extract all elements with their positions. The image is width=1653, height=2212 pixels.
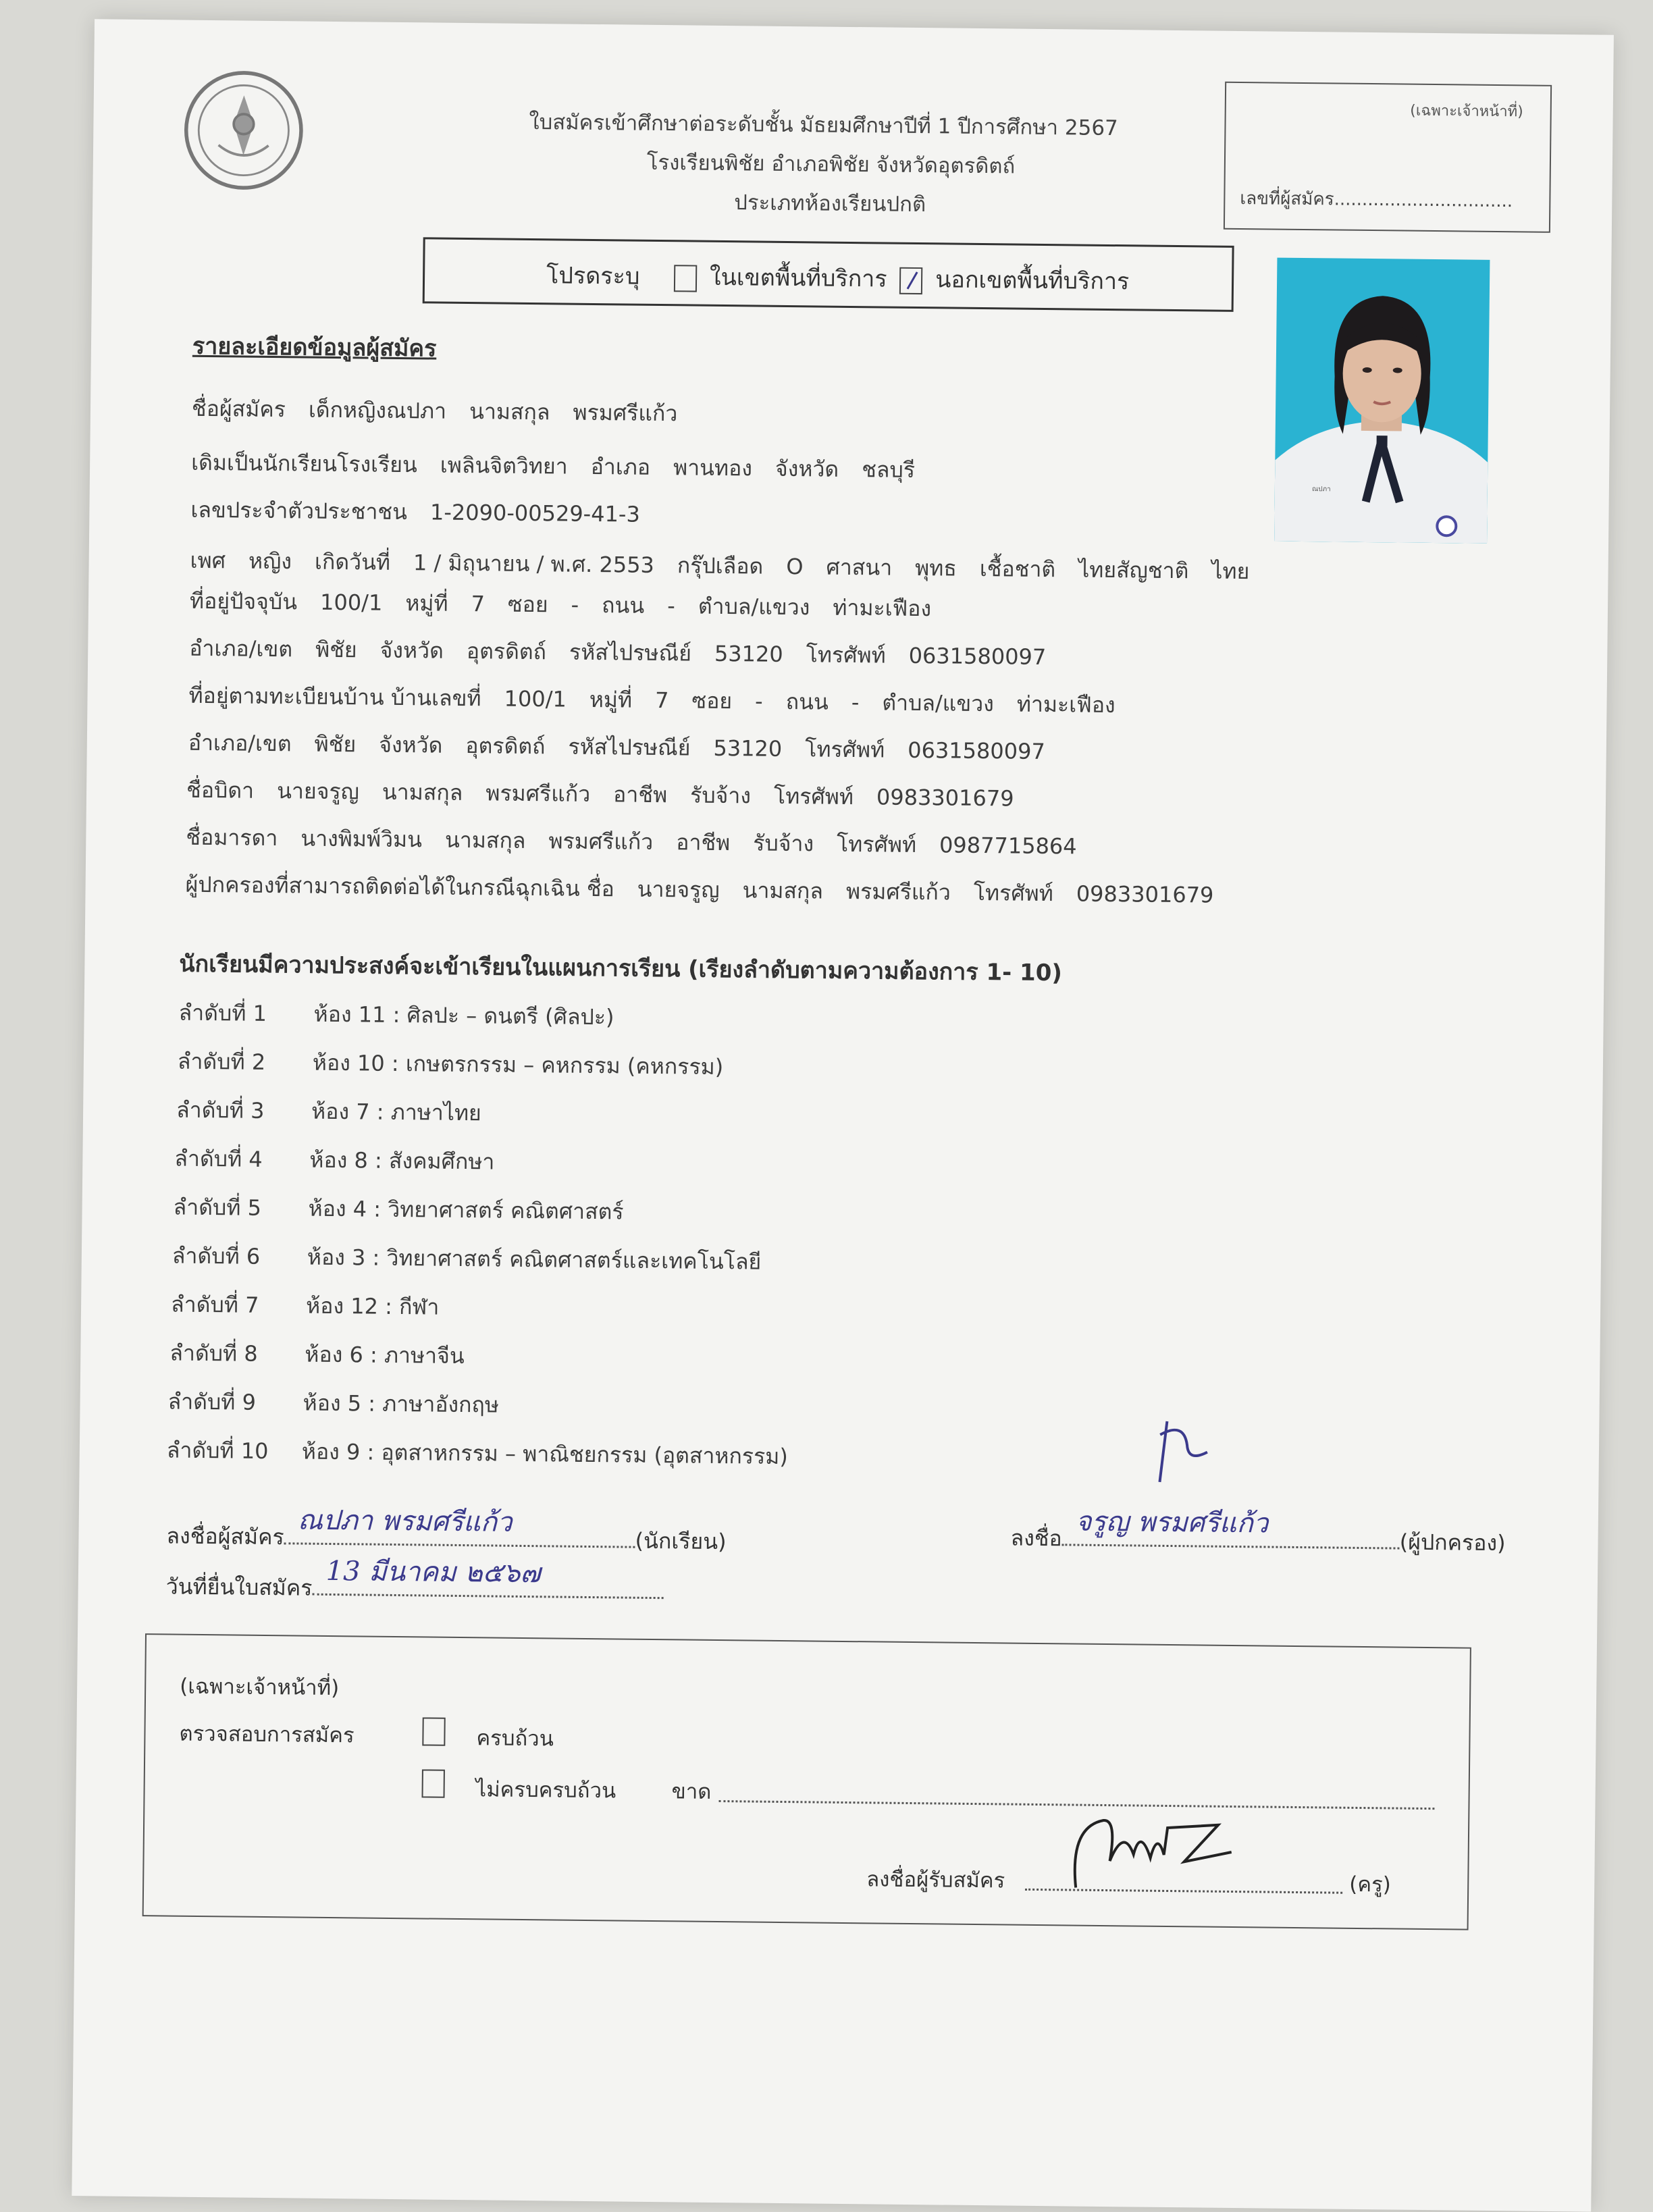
- plan-rank: ลำดับที่ 10: [166, 1437, 269, 1465]
- detail-label: โทรศัพท์: [973, 879, 1054, 907]
- detail-row: [186, 773, 1037, 816]
- applicant-number-field[interactable]: เลขที่ผู้สมัคร................................: [1240, 188, 1513, 212]
- plan-rank: ลำดับที่ 3: [176, 1097, 265, 1124]
- study-plan-item: [178, 1045, 724, 1084]
- detail-value: 100/1: [319, 589, 383, 616]
- student-portrait-icon: [1274, 258, 1490, 544]
- detail-label: โทรศัพท์: [805, 736, 885, 763]
- detail-value: 0631580097: [908, 642, 1047, 670]
- detail-value: 0987715864: [939, 832, 1077, 860]
- detail-label: กรุ๊ปเลือด: [677, 552, 764, 579]
- detail-row: [185, 868, 1236, 913]
- study-plan-item: [173, 1190, 623, 1230]
- plan-rank: ลำดับที่ 6: [172, 1242, 261, 1269]
- detail-value: 53120: [714, 640, 783, 667]
- detail-label: เกิดวันที่: [314, 548, 391, 575]
- guardian-signature-field[interactable]: [1062, 1506, 1400, 1549]
- detail-value: 53120: [713, 735, 783, 762]
- detail-label: นามสกุล: [742, 877, 824, 904]
- applicant-photo: [1274, 258, 1490, 544]
- check-mark-icon: [902, 269, 920, 291]
- detail-value: ไทยสัญชาติ: [1078, 556, 1189, 584]
- detail-label: เลขประจำตัวประชาชน: [190, 496, 408, 525]
- plan-rank: ลำดับที่ 4: [174, 1145, 263, 1172]
- plan-room: ห้อง 10 : เกษตรกรรม – คหกรรม (คหกรรม): [312, 1049, 724, 1080]
- plan-rank: ลำดับที่ 8: [169, 1340, 258, 1367]
- detail-label: ที่อยู่ปัจจุบัน: [189, 587, 298, 615]
- detail-row: [186, 820, 1100, 864]
- guardian-signature-row: [1010, 1506, 1506, 1561]
- complete-label: ครบถ้วน: [476, 1726, 554, 1752]
- details-title: รายละเอียดข้อมูลผู้สมัคร: [192, 332, 437, 363]
- plan-rank: ลำดับที่ 5: [173, 1194, 262, 1221]
- study-plan-item: [178, 996, 614, 1035]
- detail-label: นามสกุล: [444, 826, 526, 853]
- detail-value: ท่ามะเฟือง: [1016, 691, 1116, 718]
- plan-room: ห้อง 3 : วิทยาศาสตร์ คณิตศาสตร์และเทคโนโลยี: [307, 1244, 762, 1275]
- detail-row: [189, 631, 1069, 675]
- study-plan-title: นักเรียนมีความประสงค์จะเข้าเรียนในแผนการเรียน (เรียงลำดับตามความต้องการ 1- 10): [179, 950, 1063, 987]
- detail-value: 0631580097: [908, 737, 1045, 765]
- detail-value: พรมศรีแก้ว: [573, 399, 678, 427]
- detail-value: ชลบุรี: [861, 456, 916, 483]
- guardian-signature: จรูญ พรมศรีแก้ว: [1075, 1506, 1269, 1539]
- detail-label: ซอย: [507, 591, 548, 618]
- applicant-role: (นักเรียน): [635, 1527, 727, 1555]
- complete-checkbox[interactable]: [422, 1717, 445, 1745]
- plan-rank: ลำดับที่ 1: [178, 999, 267, 1026]
- detail-value: พุทธ: [914, 554, 957, 581]
- plan-room: ห้อง 7 : ภาษาไทย: [311, 1098, 481, 1126]
- detail-label: จังหวัด: [379, 731, 443, 758]
- plan-room: ห้อง 4 : วิทยาศาสตร์ คณิตศาสตร์: [308, 1195, 624, 1225]
- in-area-label: ในเขตพื้นที่บริการ: [709, 263, 887, 293]
- detail-value: 0983301679: [1076, 880, 1214, 908]
- plan-room: ห้อง 8 : สังคมศึกษา: [309, 1147, 495, 1175]
- detail-value: พิชัย: [315, 636, 357, 663]
- plan-room: ห้อง 5 : ภาษาอังกฤษ: [303, 1390, 500, 1418]
- detail-row: [190, 544, 1272, 589]
- detail-value: O: [786, 553, 804, 580]
- guardian-signature-label: ลงชื่อ: [1010, 1525, 1062, 1552]
- detail-value: นางพิมพ์วิมน: [300, 825, 423, 853]
- submission-date-field[interactable]: [312, 1555, 663, 1599]
- detail-label: โทรศัพท์: [773, 783, 854, 810]
- detail-label: ผู้ปกครองที่สามารถติดต่อได้ในกรณีฉุกเฉิน ชื่อ: [185, 871, 614, 902]
- study-plan-item: [169, 1336, 465, 1373]
- plan-room: ห้อง 6 : ภาษาจีน: [305, 1341, 465, 1369]
- detail-label: ตำบล/แขวง: [698, 593, 810, 621]
- staff-verification-box: [142, 1633, 1471, 1930]
- plan-rank: ลำดับที่ 7: [170, 1291, 259, 1318]
- detail-label: อาชีพ: [612, 781, 668, 808]
- study-plan-item: [167, 1384, 499, 1422]
- detail-label: อำเภอ: [590, 453, 651, 480]
- detail-label: หมู่ที่: [589, 686, 633, 713]
- detail-row: [191, 446, 938, 488]
- detail-row: [190, 493, 663, 532]
- detail-value: เพลินจิตวิทยา: [440, 452, 568, 479]
- service-area-prompt: โปรดระบุ: [546, 262, 640, 290]
- detail-label: ที่อยู่ตามทะเบียนบ้าน บ้านเลขที่: [188, 682, 481, 712]
- detail-label: เชื้อชาติ: [979, 555, 1056, 583]
- detail-value: 0983301679: [876, 784, 1014, 812]
- detail-label: อาชีพ: [676, 829, 731, 856]
- detail-value: 1-2090-00529-41-3: [429, 499, 641, 527]
- detail-label: นามสกุล: [382, 779, 463, 806]
- office-use-label: (เฉพาะเจ้าหน้าที่): [1410, 102, 1523, 121]
- detail-value: นายจรูญ: [637, 876, 720, 903]
- detail-value: รับจ้าง: [689, 782, 752, 809]
- detail-value: -: [851, 689, 860, 716]
- detail-label: ซอย: [691, 687, 733, 714]
- detail-value: -: [754, 688, 763, 714]
- form-title: ใบสมัครเข้าศึกษาต่อระดับชั้น มัธยมศึกษาปีที่ 1 ปีการศึกษา 2567: [529, 109, 1118, 141]
- service-area-choice: [423, 237, 1234, 312]
- detail-value: พรมศรีแก้ว: [845, 878, 951, 905]
- detail-value: หญิง: [248, 548, 292, 575]
- detail-label: ตำบล/แขวง: [882, 689, 995, 717]
- detail-label: โทรศัพท์: [836, 831, 917, 858]
- study-plan-item: [174, 1142, 495, 1180]
- detail-value: ท่ามะเฟือง: [833, 594, 932, 622]
- detail-label: ไทย: [1211, 558, 1250, 585]
- applicant-signature-label: ลงชื่อผู้สมัคร: [166, 1523, 284, 1550]
- detail-label: อำเภอ/เขต: [188, 729, 292, 757]
- study-plan-item: [172, 1239, 762, 1280]
- detail-label: ศาสนา: [826, 554, 893, 581]
- staff-use-label: (เฉพาะเจ้าหน้าที่): [180, 1674, 340, 1701]
- submission-date-label: วันที่ยื่นใบสมัคร: [165, 1573, 313, 1601]
- detail-row: [188, 726, 1068, 770]
- detail-value: นายจรูญ: [276, 778, 360, 805]
- school-name: โรงเรียนพิชัย อำเภอพิชัย จังหวัดอุตรดิตถ์: [646, 150, 1016, 179]
- detail-value: พิชัย: [314, 731, 357, 758]
- detail-label: ชื่อผู้สมัคร: [191, 395, 286, 423]
- detail-value: รับจ้าง: [753, 830, 814, 857]
- detail-label: เพศ: [190, 547, 226, 574]
- detail-value: อุตรดิตถ์: [466, 638, 547, 665]
- detail-value: พรมศรีแก้ว: [548, 828, 654, 855]
- plan-room: ห้อง 11 : ศิลปะ – ดนตรี (ศิลปะ): [313, 1001, 614, 1030]
- plan-rank: ลำดับที่ 2: [177, 1048, 266, 1075]
- incomplete-label: ไม่ครบครบถ้วน: [475, 1777, 616, 1803]
- study-plan-item: [176, 1093, 481, 1131]
- detail-label: ถนน: [785, 688, 829, 715]
- detail-row: [190, 584, 955, 627]
- plan-room: ห้อง 9 : อุตสาหกรรม – พาณิชยกรรม (อุตสาหกรรม): [301, 1438, 789, 1470]
- detail-value: อุตรดิตถ์: [465, 733, 546, 760]
- detail-value: 7: [654, 687, 669, 714]
- school-seal-icon: [180, 68, 307, 194]
- plan-rank: ลำดับที่ 9: [167, 1388, 257, 1415]
- office-use-box: [1224, 82, 1552, 233]
- detail-label: หมู่ที่: [405, 590, 448, 616]
- detail-label: ชื่อบิดา: [186, 776, 255, 804]
- detail-label: อำเภอ/เขต: [189, 635, 293, 662]
- detail-value: พานทอง: [673, 454, 753, 481]
- detail-label: เดิมเป็นนักเรียนโรงเรียน: [190, 449, 418, 478]
- detail-label: ชื่อมารดา: [186, 824, 278, 851]
- detail-label: รหัสไปรษณีย์: [568, 733, 691, 761]
- applicant-signature: ณปภา พรมศรีแก้ว: [297, 1504, 513, 1538]
- study-plan-item: [167, 1433, 788, 1474]
- incomplete-checkbox[interactable]: [422, 1769, 445, 1797]
- out-area-checkbox[interactable]: [899, 267, 922, 294]
- detail-label: จังหวัด: [775, 455, 839, 482]
- plan-room: ห้อง 12 : กีฬา: [305, 1292, 440, 1320]
- application-form: [72, 19, 1614, 2211]
- receiver-role: (ครู): [1349, 1872, 1391, 1897]
- detail-label: รหัสไปรษณีย์: [569, 639, 692, 666]
- detail-row: [188, 679, 1138, 723]
- detail-value: 100/1: [504, 685, 567, 712]
- detail-value: 1 / มิถุนายน / พ.ศ. 2553: [413, 550, 655, 578]
- applicant-signature-field[interactable]: [284, 1504, 635, 1548]
- check-application-label: ตรวจสอบการสมัคร: [179, 1721, 355, 1748]
- detail-value: -: [571, 591, 579, 618]
- detail-value: เด็กหญิงณปภา: [308, 396, 447, 424]
- classroom-type: ประเภทห้องเรียนปกติ: [734, 190, 926, 217]
- detail-value: พรมศรีแก้ว: [486, 780, 591, 807]
- detail-label: ถนน: [601, 592, 645, 618]
- svg-text:ณปภา: ณปภา: [1311, 485, 1331, 494]
- detail-value: 7: [471, 591, 486, 617]
- guardian-role: (ผู้ปกครอง): [1399, 1529, 1506, 1556]
- detail-label: โทรศัพท์: [806, 641, 886, 668]
- study-plan-item: [171, 1288, 440, 1325]
- guardian-initial-mark-icon: [1146, 1415, 1221, 1490]
- detail-row: [192, 392, 701, 431]
- receiver-signature-label: ลงชื่อผู้รับสมัคร: [866, 1867, 1005, 1893]
- detail-label: นามสกุล: [469, 398, 550, 425]
- detail-value: -: [667, 593, 676, 619]
- receiver-signature-mark-icon: [1062, 1799, 1238, 1896]
- submission-date: 13 มีนาคม ๒๕๖๗: [325, 1555, 541, 1589]
- detail-label: จังหวัด: [379, 637, 444, 664]
- missing-label: ขาด: [671, 1779, 712, 1804]
- submission-date-row: [165, 1555, 663, 1609]
- in-area-checkbox[interactable]: [674, 265, 697, 292]
- out-area-label: นอกเขตพื้นที่บริการ: [935, 266, 1130, 296]
